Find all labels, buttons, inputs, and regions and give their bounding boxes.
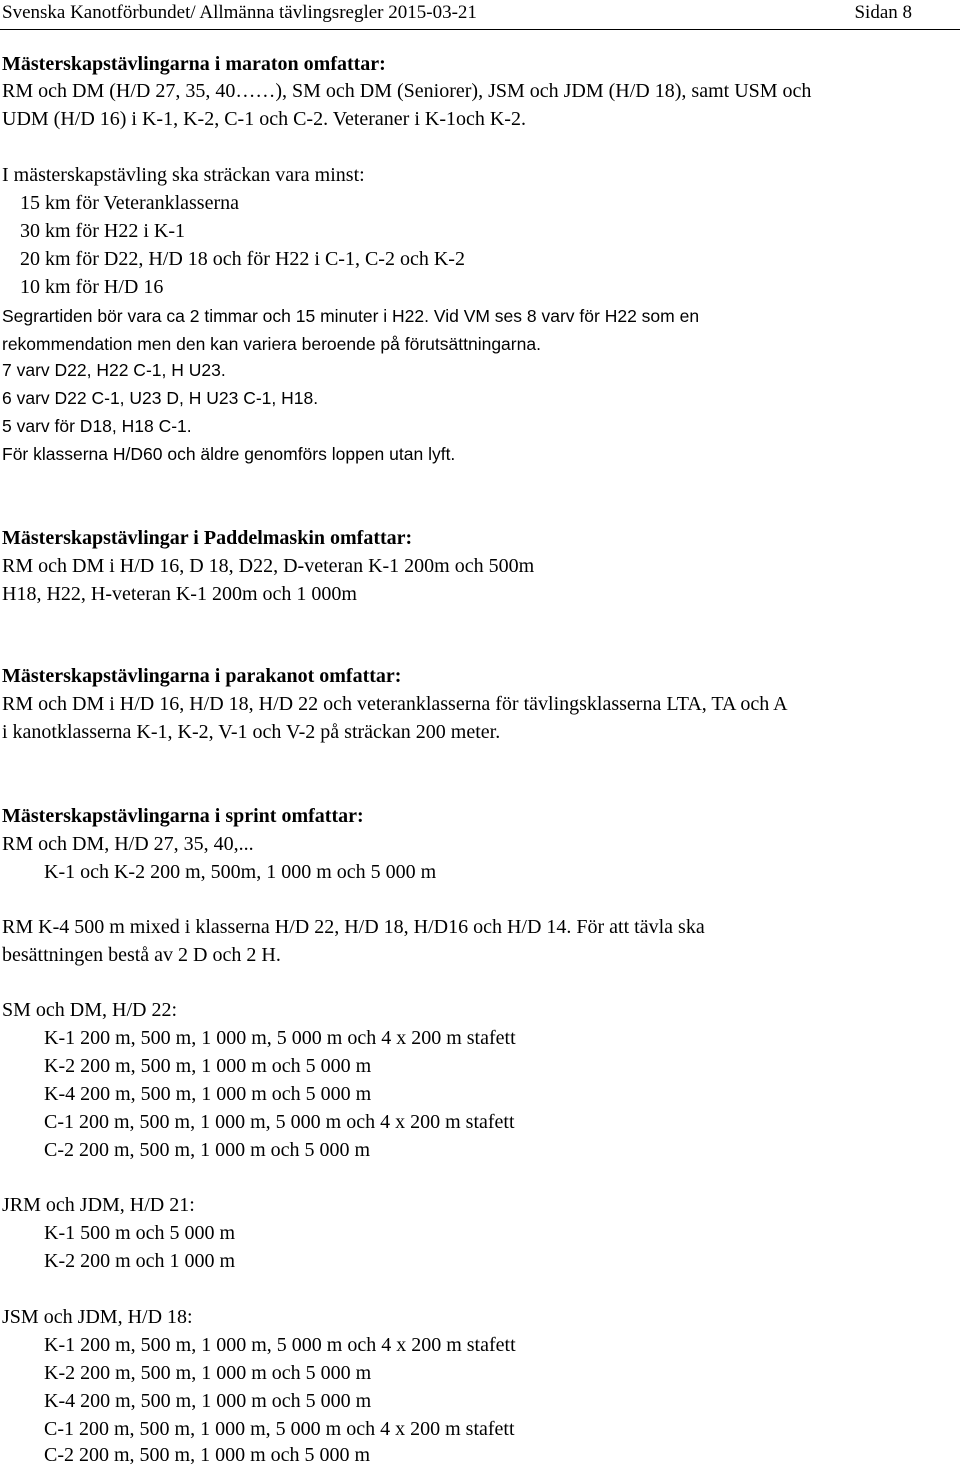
distance-item: 30 km för H22 i K-1 — [20, 220, 185, 242]
header-rule — [0, 29, 960, 30]
sprint-group-item: K-1 200 m, 500 m, 1 000 m, 5 000 m och 4 x 200 m stafett — [44, 1027, 516, 1049]
page-header — [0, 0, 960, 30]
maraton-line: UDM (H/D 16) i K-1, K-2, C-1 och C-2. Veteraner i K-1och K-2. — [2, 108, 526, 130]
sprint-rm-label: RM och DM, H/D 27, 35, 40,... — [2, 833, 254, 855]
sprint-group-item: K-4 200 m, 500 m, 1 000 m och 5 000 m — [44, 1083, 372, 1105]
sprint-k4-line: RM K-4 500 m mixed i klasserna H/D 22, H/D 18, H/D16 och H/D 14. För att tävla ska — [2, 916, 705, 938]
sprint-group-item: K-2 200 m, 500 m, 1 000 m och 5 000 m — [44, 1362, 372, 1384]
sprint-group-item: K-4 200 m, 500 m, 1 000 m och 5 000 m — [44, 1390, 372, 1412]
sprint-k4-line: besättningen bestå av 2 D och 2 H. — [2, 944, 281, 966]
sprint-group-item: C-2 200 m, 500 m, 1 000 m och 5 000 m — [44, 1139, 371, 1161]
maraton-heading: Mästerskapstävlingarna i maraton omfattar: — [2, 53, 386, 75]
sprint-rm-detail: K-1 och K-2 200 m, 500m, 1 000 m och 5 000 m — [44, 861, 437, 883]
sprint-group-item: C-1 200 m, 500 m, 1 000 m, 5 000 m och 4 x 200 m stafett — [44, 1111, 515, 1133]
sprint-group-label: JSM och JDM, H/D 18: — [2, 1306, 193, 1328]
maraton-note: 6 varv D22 C-1, U23 D, H U23 C-1, H18. — [2, 388, 319, 408]
paddelmaskin-line: H18, H22, H-veteran K-1 200m och 1 000m — [2, 583, 357, 605]
sprint-heading: Mästerskapstävlingarna i sprint omfattar: — [2, 805, 364, 827]
distance-item: 15 km för Veteranklasserna — [20, 192, 240, 214]
maraton-note: rekommendation men den kan variera beroende på förutsättningarna. — [2, 334, 541, 354]
paddelmaskin-heading: Mästerskapstävlingar i Paddelmaskin omfattar: — [2, 527, 413, 549]
maraton-note: 7 varv D22, H22 C-1, H U23. — [2, 360, 226, 380]
maraton-line: RM och DM (H/D 27, 35, 40……), SM och DM (Seniorer), JSM och JDM (H/D 18), samt USM och — [2, 80, 812, 102]
parakanot-line: RM och DM i H/D 16, H/D 18, H/D 22 och veteranklasserna för tävlingsklasserna LTA, TA och A — [2, 693, 788, 715]
maraton-note: 5 varv för D18, H18 C-1. — [2, 416, 192, 436]
parakanot-line: i kanotklasserna K-1, K-2, V-1 och V-2 på sträckan 200 meter. — [2, 721, 501, 743]
distance-item: 20 km för D22, H/D 18 och för H22 i C-1, C-2 och K-2 — [20, 248, 465, 270]
maraton-intro: I mästerskapstävling ska sträckan vara minst: — [2, 164, 365, 186]
header-title: Svenska Kanotförbundet/ Allmänna tävlingsregler 2015-03-21 — [2, 2, 477, 23]
sprint-group-item: K-1 500 m och 5 000 m — [44, 1222, 236, 1244]
sprint-group-item: K-1 200 m, 500 m, 1 000 m, 5 000 m och 4 x 200 m stafett — [44, 1334, 516, 1356]
sprint-group-label: JRM och JDM, H/D 21: — [2, 1194, 195, 1216]
parakanot-heading: Mästerskapstävlingarna i parakanot omfattar: — [2, 665, 402, 687]
distance-item: 10 km för H/D 16 — [20, 276, 164, 298]
sprint-group-item: C-1 200 m, 500 m, 1 000 m, 5 000 m och 4 x 200 m stafett — [44, 1418, 515, 1440]
page-number: Sidan 8 — [854, 2, 912, 23]
maraton-note: För klasserna H/D60 och äldre genomförs loppen utan lyft. — [2, 444, 456, 464]
sprint-group-item: C-2 200 m, 500 m, 1 000 m och 5 000 m — [44, 1444, 371, 1466]
maraton-note: Segrartiden bör vara ca 2 timmar och 15 minuter i H22. Vid VM ses 8 varv för H22 som en — [2, 306, 700, 326]
sprint-group-item: K-2 200 m och 1 000 m — [44, 1250, 236, 1272]
sprint-group-label: SM och DM, H/D 22: — [2, 999, 178, 1021]
paddelmaskin-line: RM och DM i H/D 16, D 18, D22, D-veteran K-1 200m och 500m — [2, 555, 535, 577]
sprint-group-item: K-2 200 m, 500 m, 1 000 m och 5 000 m — [44, 1055, 372, 1077]
